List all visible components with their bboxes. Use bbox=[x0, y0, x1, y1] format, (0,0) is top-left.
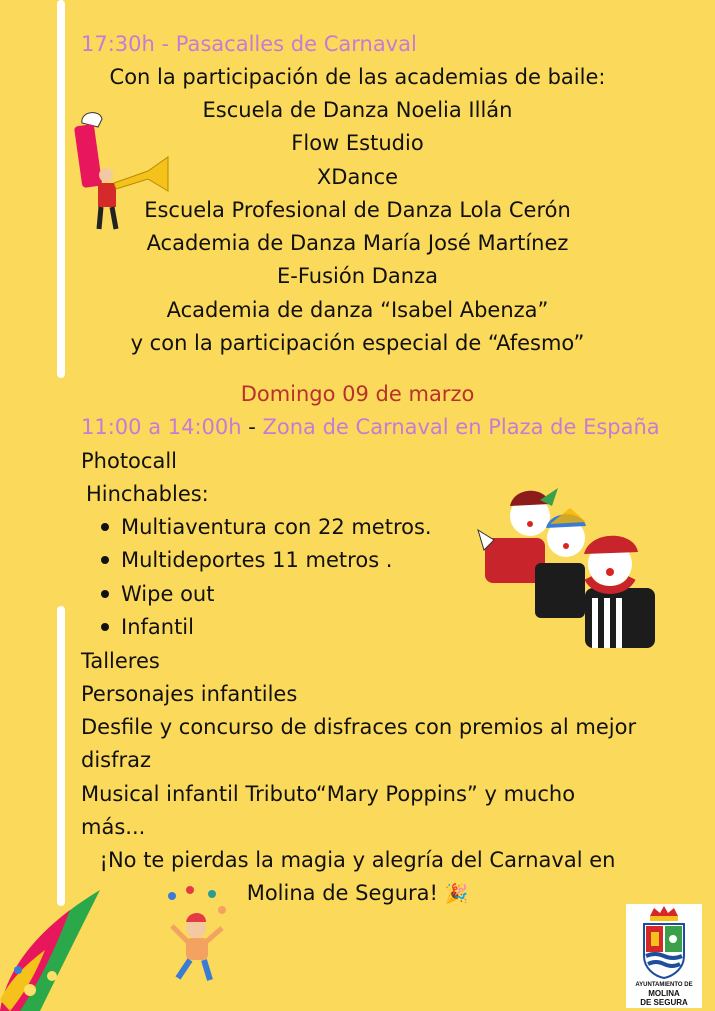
bullet-dot bbox=[101, 590, 109, 598]
hinchables-label: Hinchables: bbox=[86, 482, 209, 506]
academy-item: Escuela Profesional de Danza Lola Cerón bbox=[144, 198, 571, 222]
bullet-dot bbox=[101, 556, 109, 564]
bullet-item: Multideportes 11 metros . bbox=[121, 548, 393, 572]
coat-of-arms-icon bbox=[626, 904, 702, 980]
photocall-item: Photocall bbox=[81, 449, 177, 473]
logo-line-3: DE SEGURA bbox=[640, 998, 688, 1007]
personajes-item: Personajes infantiles bbox=[81, 682, 298, 706]
bullet-item: Wipe out bbox=[121, 582, 215, 606]
academy-item: Escuela de Danza Noelia Illán bbox=[202, 98, 513, 122]
pasacalles-title: Pasacalles de Carnaval bbox=[175, 32, 417, 56]
talleres-item: Talleres bbox=[81, 649, 160, 673]
ayuntamiento-logo bbox=[626, 904, 702, 1008]
academies-intro: Con la participación de las academias de baile: bbox=[109, 65, 606, 89]
bullet-dot bbox=[101, 523, 109, 531]
zona-time: 11:00 a 14:00h bbox=[81, 415, 242, 439]
feather-decoration bbox=[0, 880, 105, 1011]
bullet-dot bbox=[101, 623, 109, 631]
closing-line-2: Molina de Segura! 🎉 bbox=[246, 881, 469, 905]
academy-item: Flow Estudio bbox=[291, 131, 424, 155]
party-popper-icon: 🎉 bbox=[444, 883, 469, 905]
logo-line-1: AYUNTAMIENTO DE bbox=[635, 982, 693, 988]
zona-place: Zona de Carnaval en Plaza de España bbox=[262, 415, 660, 439]
musical-line-1: Musical infantil Tributo“Mary Poppins” y mucho bbox=[81, 782, 576, 806]
clowns-illustration bbox=[470, 478, 670, 658]
pasacalles-time: 17:30h bbox=[81, 32, 155, 56]
sunday-date: Domingo 09 de marzo bbox=[240, 382, 475, 406]
pasacalles-heading: 17:30h - Pasacalles de Carnaval bbox=[81, 32, 417, 56]
special-participation: y con la participación especial de “Afesmo” bbox=[130, 331, 585, 355]
academy-item: Academia de Danza María José Martínez bbox=[146, 231, 569, 255]
desfile-line-2: disfraz bbox=[81, 748, 152, 772]
logo-line-2: MOLINA bbox=[648, 989, 680, 998]
juggling-clown-icon bbox=[160, 886, 235, 986]
academy-item: E-Fusión Danza bbox=[277, 264, 438, 288]
closing-line-1: ¡No te pierdas la magia y alegría del Carnaval en bbox=[99, 848, 616, 872]
musical-line-2: más... bbox=[81, 815, 146, 839]
academy-item: Academia de danza “Isabel Abenza” bbox=[166, 298, 549, 322]
zona-carnaval-heading: 11:00 a 14:00h - Zona de Carnaval en Plaza de España bbox=[81, 415, 660, 439]
desfile-line-1: Desfile y concurso de disfraces con premios al mejor bbox=[81, 715, 637, 739]
academy-item: XDance bbox=[316, 165, 399, 189]
trumpet-player-icon bbox=[70, 105, 175, 235]
bullet-item: Multiaventura con 22 metros. bbox=[121, 515, 432, 539]
bullet-item: Infantil bbox=[121, 615, 194, 639]
